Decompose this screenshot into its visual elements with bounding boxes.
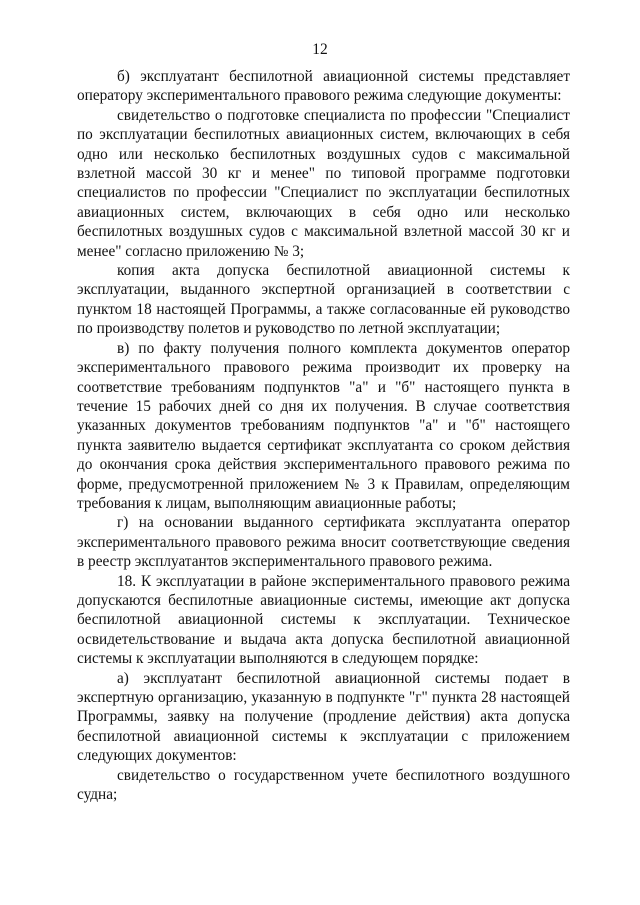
body-text bbox=[77, 67, 570, 804]
paragraph-a-application: а) эксплуатант беспилотной авиационной системы подает в экспертную организацию, указанную в подпункте "г" пункта 28 настоящей Программы, заявку на получение (продление действия) акта допуска беспилотной авиационной системы к эксплуатации с приложением следующих документов: bbox=[77, 669, 570, 765]
paragraph-18-admission: 18. К эксплуатации в районе экспериментального правового режима допускаются беспилотные авиационные системы, имеющие акт допуска беспилотной авиационной системы к эксплуатации. Техническое освидетельствование и выдача акта допуска беспилотной авиационной системы к эксплуатации выполняются в следующем порядке: bbox=[77, 572, 570, 668]
paragraph-state-registration: свидетельство о государственном учете беспилотного воздушного судна; bbox=[77, 766, 570, 804]
paragraph-b-operator-documents: б) эксплуатант беспилотной авиационной системы представляет оператору экспериментального правового режима следующие документы: bbox=[77, 68, 570, 105]
page-number: 12 bbox=[312, 41, 328, 58]
paragraph-v-document-check: в) по факту получения полного комплекта документов оператор экспериментального правового режима производит их проверку на соответствие требованиям подпунктов "а" и "б" настоящего пункта в течение 15 рабочих дней со дня их получения. В случае соответствия указанных документов требованиям подпунктов "а" и "б" настоящего пункта заявителю выдается сертификат эксплуатанта со сроком действия до окончания срока действия экспериментального правового режима по форме, предусмотренной приложением № 3 к Правилам, определяющим требования к лицам, выполняющим авиационные работы; bbox=[77, 339, 570, 512]
paragraph-admission-act-copy: копия акта допуска беспилотной авиационной системы к эксплуатации, выданного экспертной организацией в соответствии с пунктом 18 настоящей Программы, а также согласованные ей руководство по производству полетов и руководство по летной эксплуатации; bbox=[77, 262, 570, 338]
paragraph-specialist-certificate: свидетельство о подготовке специалиста по профессии "Специалист по эксплуатации беспилотных авиационных систем, включающих в себя одно или несколько беспилотных воздушных судов с максимальной взлетной массой 30 кг и менее" по типовой программе подготовки специалистов по профессии "Специалист по эксплуатации беспилотных авиационных систем, включающих в себя одно или несколько беспилотных воздушных судов с максимальной взлетной массой 30 кг и менее" согласно приложению № 3; bbox=[77, 106, 570, 260]
paragraph-g-registry-entry: г) на основании выданного сертификата эксплуатанта оператор экспериментального правового режима вносит соответствующие сведения в реестр эксплуатантов экспериментального правового режима. bbox=[77, 514, 570, 571]
